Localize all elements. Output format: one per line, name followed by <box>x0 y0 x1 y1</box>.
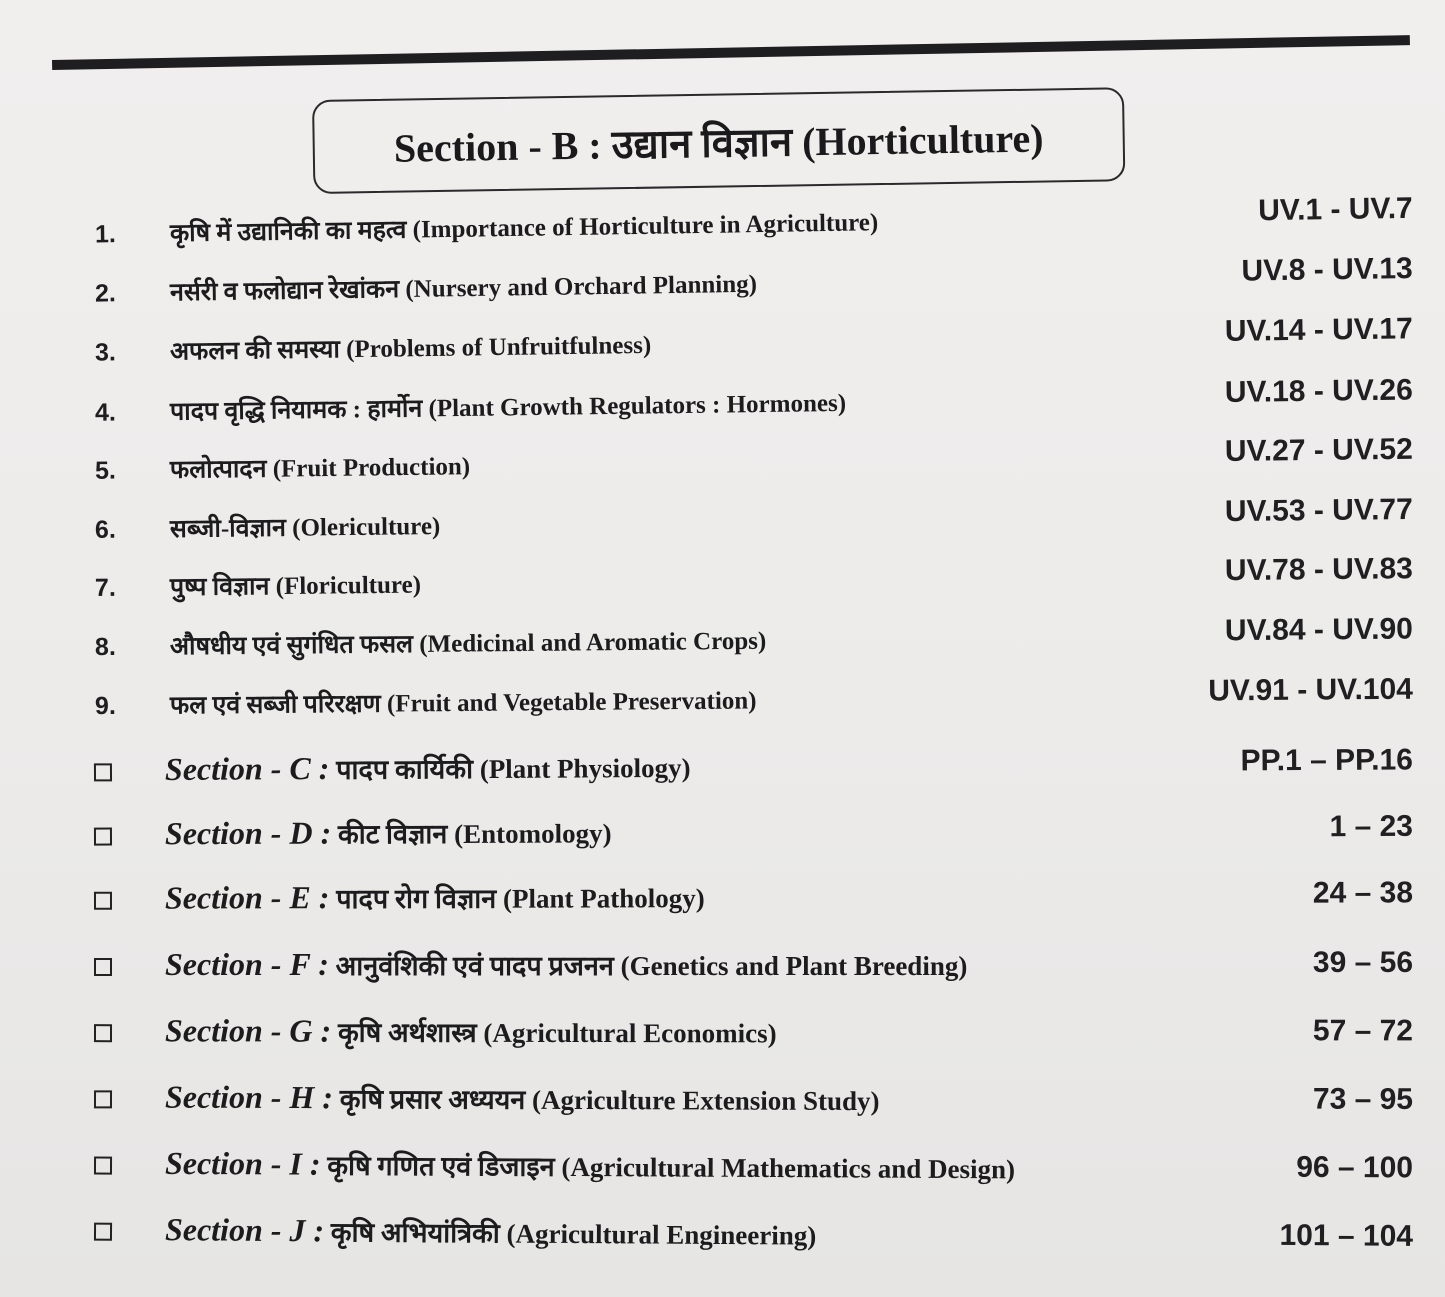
checkbox-bullet-icon <box>94 763 112 781</box>
section-pages: 73 – 95 <box>1312 1082 1414 1116</box>
section-title: कृषि प्रसार अध्ययन (Agriculture Extension Study) <box>339 1084 880 1117</box>
chapter-pages: UV.53 - UV.77 <box>1224 492 1414 529</box>
chapter-title: पुष्प विज्ञान (Floriculture) <box>169 571 422 602</box>
chapter-title: सब्जी-विज्ञान (Olericulture) <box>169 513 441 544</box>
section-title: पादप रोग विज्ञान (Plant Pathology) <box>336 883 705 915</box>
section-title: कृषि अभियांत्रिकी (Agricultural Engineering) <box>330 1217 817 1251</box>
section-row <box>0 739 1445 804</box>
section-pages: PP.1 – PP.16 <box>1240 743 1414 778</box>
chapter-pages: UV.91 - UV.104 <box>1208 672 1414 708</box>
chapter-number: 1. <box>94 220 117 249</box>
checkbox-bullet-icon <box>94 892 112 910</box>
checkbox-bullet-icon <box>94 958 112 976</box>
chapter-title: औषधीय एवं सुगंधित फसल (Medicinal and Aromatic Crops) <box>169 627 767 661</box>
checkbox-bullet-icon <box>94 1223 112 1241</box>
section-label: Section - E : <box>164 879 330 916</box>
section-label: Section - C : <box>164 749 330 787</box>
section-label: Section - D : <box>164 814 332 852</box>
section-label: Section - F : <box>165 946 329 982</box>
section-row <box>0 806 1445 868</box>
section-label: Section - H : <box>164 1078 334 1116</box>
section-row <box>0 872 1445 932</box>
chapter-pages: UV.18 - UV.26 <box>1224 373 1413 409</box>
chapter-title: नर्सरी व फलोद्यान रेखांकन (Nursery and Orchard Planning) <box>169 270 758 307</box>
section-b-heading-text: Section - B : उद्यान विज्ञान (Horticulture) <box>393 115 1044 171</box>
chapter-row <box>0 668 1445 737</box>
section-row <box>0 1074 1445 1135</box>
checkbox-bullet-icon <box>94 828 112 846</box>
section-title: आनुवंशिकी एवं पादप प्रजनन (Genetics and Plant Breeding) <box>335 951 968 981</box>
chapter-title: कृषि में उद्यानिकी का महत्व (Importance of Horticulture in Agriculture) <box>169 209 879 248</box>
section-title: कीट विज्ञान (Entomology) <box>337 818 612 850</box>
chapter-title: पादप वृद्धि नियामक : हार्मोन (Plant Growth Regulators : Hormones) <box>169 389 847 426</box>
section-pages: 24 – 38 <box>1312 876 1414 910</box>
section-row <box>0 1206 1445 1272</box>
chapter-number: 6. <box>94 515 116 544</box>
section-title: पादप कार्यिकी (Plant Physiology) <box>336 752 691 785</box>
chapter-number: 4. <box>94 398 117 427</box>
chapter-number: 7. <box>94 573 116 603</box>
section-pages: 96 – 100 <box>1296 1150 1414 1185</box>
chapter-number: 3. <box>94 338 117 367</box>
checkbox-bullet-icon <box>94 1090 112 1108</box>
chapter-pages: UV.78 - UV.83 <box>1224 552 1414 588</box>
section-row <box>0 1008 1445 1067</box>
section-row <box>0 1140 1445 1204</box>
section-label: Section - G : <box>164 1012 332 1049</box>
section-title: कृषि गणित एवं डिजाइन (Agricultural Mathematics and Design) <box>327 1150 1016 1185</box>
chapter-number: 9. <box>94 691 116 721</box>
chapter-row <box>0 608 1445 678</box>
chapter-number: 8. <box>94 632 116 662</box>
section-row <box>0 942 1445 998</box>
chapter-pages: UV.14 - UV.17 <box>1224 312 1413 348</box>
chapter-pages: UV.8 - UV.13 <box>1241 252 1413 288</box>
section-label: Section - J : <box>164 1211 325 1249</box>
checkbox-bullet-icon <box>94 1024 112 1042</box>
section-title: कृषि अर्थशास्त्र (Agricultural Economics) <box>337 1017 777 1049</box>
chapter-title: फलोत्पादन (Fruit Production) <box>169 453 471 484</box>
section-pages: 57 – 72 <box>1312 1014 1414 1048</box>
chapter-pages: UV.27 - UV.52 <box>1224 432 1414 469</box>
chapter-pages: UV.1 - UV.7 <box>1257 191 1413 228</box>
chapter-number: 5. <box>94 456 116 485</box>
checkbox-bullet-icon <box>94 1156 112 1174</box>
section-pages: 39 – 56 <box>1312 946 1413 979</box>
section-b-heading <box>312 87 1125 194</box>
section-pages: 1 – 23 <box>1329 809 1414 844</box>
chapter-number: 2. <box>94 279 117 308</box>
chapter-pages: UV.84 - UV.90 <box>1224 612 1414 648</box>
chapter-title: अफलन की समस्या (Problems of Unfruitfulness) <box>169 331 652 366</box>
chapter-title: फल एवं सब्जी परिरक्षण (Fruit and Vegetable Preservation) <box>169 687 757 720</box>
section-pages: 101 – 104 <box>1279 1218 1414 1253</box>
section-label: Section - I : <box>164 1144 321 1182</box>
